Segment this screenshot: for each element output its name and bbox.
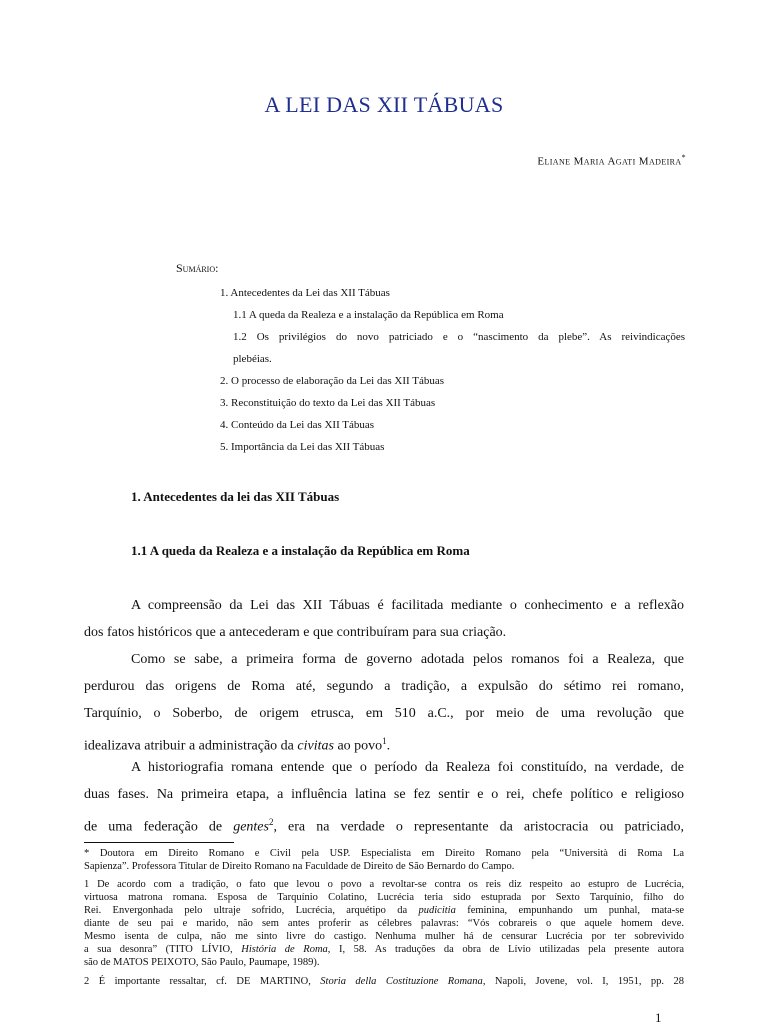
toc-item: plebéias. (233, 353, 272, 365)
toc-item: 5. Importância da Lei das XII Tábuas (220, 441, 385, 453)
footnote-line: Mesmo isenta de culpa, não me sinto livre do castigo. Nenhuma mulher há de censurar Lucrécia por ter sobrevivido (84, 931, 684, 942)
paragraph-line (84, 732, 684, 756)
paragraph-line: A compreensão da Lei das XII Tábuas é facilitada mediante o conhecimento e a reflexão (131, 598, 684, 613)
text-run: , I, 58. As traduções da obra de Lívio utilizadas pela presente autora (327, 944, 684, 955)
text-run: Rei. Envergonhada pelo ultraje sofrido, Lucrécia, arquétipo da (84, 905, 419, 916)
footnote-line (84, 905, 684, 917)
text-run: , era na verdade o representante da aristocracia ou patriciado, (273, 819, 684, 835)
toc-item: 3. Reconstituição do texto da Lei das XII Tábuas (220, 397, 436, 409)
toc-item: 1.2 Os privilégios do novo patriciado e o “nascimento da plebe”. As reivindicações (233, 331, 685, 343)
summary-heading: Sumário: (176, 261, 219, 275)
footnote-ref: 2 (268, 817, 274, 827)
italic-term: gentes (233, 819, 269, 835)
footnote-line: * Doutora em Direito Romano e Civil pela USP. Especialista em Direito Romano pela “Università di Roma La (84, 848, 684, 859)
author-footnote-mark: * (681, 153, 686, 162)
text-run: feminina, empunhando um punhal, mata-se (455, 905, 684, 916)
text-run: ao povo (333, 738, 383, 754)
paragraph-line: Tarquínio, o Soberbo, de origem etrusca, em 510 a.C., por meio de uma revolução que (84, 706, 684, 721)
paragraph-line: dos fatos históricos que a antecederam e que contribuíram para sua criação. (84, 625, 507, 640)
paragraph-line: A historiografia romana entende que o período da Realeza foi constituído, na verdade, de (131, 760, 684, 775)
paragraph-line: duas fases. Na primeira etapa, a influência latina se fez sentir e o rei, chefe político e religioso (84, 787, 684, 802)
page-number: 1 (655, 1010, 662, 1025)
footnote-line: diante de seu pai e marido, não sem antes proferir as célebres palavras: “Vós cobrareis o que aquele homem deve. (84, 918, 684, 929)
toc-item: 1.1 A queda da Realeza e a instalação da República em Roma (233, 309, 504, 321)
paragraph-line: perdurou das origens de Roma até, segundo a tradição, a expulsão do sétimo rei romano, (84, 679, 684, 694)
text-run: a sua desonra” (TITO LÍVIO, (84, 944, 242, 955)
italic-term: pudicitia (418, 905, 456, 916)
footnote-line (84, 976, 684, 988)
italic-term: Storia della Costituzione Romana (320, 976, 483, 987)
author-text: Eliane Maria Agati Madeira (537, 155, 682, 168)
paragraph-line (84, 813, 684, 837)
text-run: , Napoli, Jovene, vol. I, 1951, pp. 28 (482, 976, 685, 987)
footnote-separator (84, 842, 234, 843)
text-run: . (386, 738, 391, 754)
toc-item: 2. O processo de elaboração da Lei das XII Tábuas (220, 375, 444, 387)
text-run: 2 É importante ressaltar, cf. DE MARTINO, (84, 976, 321, 987)
paragraph-line: Como se sabe, a primeira forma de governo adotada pelos romanos foi a Realeza, que (131, 652, 684, 667)
footnote-ref: 1 (382, 736, 387, 746)
text-run: de uma federação de (84, 819, 234, 835)
italic-term: civitas (297, 738, 334, 754)
subsection-heading: 1.1 A queda da Realeza e a instalação da República em Roma (131, 543, 470, 558)
footnote-line: 1 De acordo com a tradição, o fato que levou o povo a revoltar-se contra os reis diz respeito ao estupro de Lucrécia, (84, 879, 684, 890)
toc-item: 4. Conteúdo da Lei das XII Tábuas (220, 419, 375, 431)
toc-item: 1. Antecedentes da Lei das XII Tábuas (220, 287, 390, 299)
section-heading: 1. Antecedentes da lei das XII Tábuas (131, 489, 340, 504)
author-name (537, 153, 686, 168)
footnote-line: são de MATOS PEIXOTO, São Paulo, Paumape, 1989). (84, 957, 320, 968)
text-run: idealizava atribuir a administração da (84, 738, 298, 754)
footnote-line: virtuosa matrona romana. Esposa de Tarquínio Colatino, Lucrécia teria sido estuprada por Sexto Tarquínio, filho do (84, 892, 684, 903)
document-title: A LEI DAS XII TÁBUAS (264, 92, 504, 117)
footnote-line: Sapienza”. Professora Titular de Direito Romano na Faculdade de Direito de São Bernardo do Campo. (84, 861, 515, 872)
italic-term: História de Roma (241, 944, 328, 955)
footnote-line (84, 944, 684, 956)
